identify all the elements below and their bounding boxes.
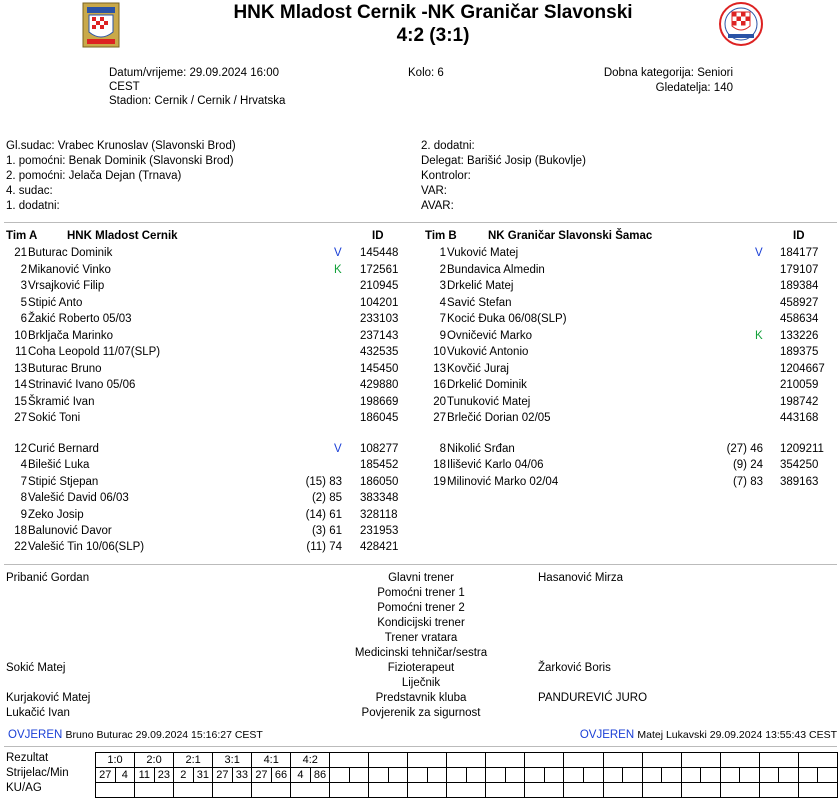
scorer-number-cell — [525, 768, 545, 783]
player-id: 185452 — [360, 459, 399, 472]
player-number: 4 — [439, 296, 446, 309]
verified-left — [8, 729, 263, 741]
score-cell: 2:1 — [174, 753, 213, 768]
captain-mark: K — [334, 263, 342, 276]
player-id: 210059 — [780, 379, 819, 391]
player-number: 9 — [439, 329, 446, 342]
goal-minute-cell — [466, 768, 486, 783]
staff-role: Predstavnik kluba — [375, 692, 467, 704]
goal-minute-cell: 23 — [154, 768, 174, 783]
home-club-logo — [82, 2, 120, 48]
staff-team-a: Lukačić Ivan — [6, 707, 70, 719]
ku-ag-cell — [369, 783, 408, 798]
player-id: 108277 — [360, 443, 399, 455]
player-name: Balunović Davor — [28, 525, 112, 537]
captain-mark: K — [755, 329, 763, 342]
match-stadium: Stadion: Cernik / Cernik / Hrvatska — [109, 95, 286, 107]
age-category: Dobna kategorija: Seniori — [603, 67, 733, 79]
player-number: 10 — [433, 346, 446, 358]
player-id: 1204667 — [780, 362, 825, 375]
official-line: Delegat: Barišić Josip (Bukovlje) — [421, 155, 586, 167]
divider — [4, 564, 837, 565]
player-id: 432535 — [360, 346, 399, 358]
ku-ag-cell — [720, 783, 759, 798]
player-number: 7 — [439, 313, 446, 325]
team-a-name: HNK Mladost Cernik — [67, 230, 178, 242]
player-id: 237143 — [360, 329, 399, 342]
staff-role: Pomoćni trener 1 — [377, 587, 465, 599]
ku-ag-cell — [330, 783, 369, 798]
player-number: 10 — [14, 329, 27, 342]
verified-right — [580, 729, 837, 741]
ku-ag-cell — [408, 783, 447, 798]
ku-ag-label: KU/AG — [6, 782, 42, 794]
player-name: Buturac Bruno — [28, 362, 102, 375]
ku-ag-cell — [252, 783, 291, 798]
goal-minute-cell: 33 — [232, 768, 252, 783]
player-number: 7 — [20, 475, 27, 488]
player-name: Vuković Antonio — [447, 346, 529, 358]
staff-role: Pomoćni trener 2 — [377, 602, 465, 614]
score-cell: 2:0 — [135, 753, 174, 768]
staff-role: Liječnik — [401, 677, 441, 689]
score-cell: 4:1 — [252, 753, 291, 768]
player-number: 22 — [14, 541, 27, 554]
player-id: 231953 — [360, 525, 399, 537]
scorer-number-cell — [369, 768, 389, 783]
player-name: Drkelić Matej — [447, 280, 514, 292]
player-number: 13 — [14, 362, 27, 375]
goalkeeper-mark: V — [334, 443, 342, 455]
score-cell — [759, 753, 798, 768]
team-b-name: NK Graničar Slavonski Šamac — [488, 230, 653, 242]
player-name: Ilišević Karlo 04/06 — [447, 459, 544, 472]
scorer-number-cell — [486, 768, 506, 783]
score-cell — [408, 753, 447, 768]
official-line: VAR: — [421, 185, 447, 197]
player-id: 179107 — [780, 263, 819, 276]
player-number: 5 — [20, 296, 27, 309]
player-name: Nikolić Srđan — [447, 443, 515, 455]
official-line: 4. sudac: — [6, 185, 53, 197]
player-number: 4 — [20, 459, 27, 472]
player-id: 145448 — [360, 247, 399, 259]
ku-ag-cell — [564, 783, 603, 798]
player-number: 18 — [433, 459, 446, 472]
player-number: 13 — [433, 362, 446, 375]
scorer-number-cell: 2 — [174, 768, 194, 783]
player-id: 354250 — [780, 459, 819, 472]
staff-role: Medicinski tehničar/sestra — [354, 647, 488, 659]
scorer-number-cell — [720, 768, 740, 783]
player-name: Vuković Matej — [447, 247, 519, 259]
player-number: 2 — [20, 263, 27, 276]
scorer-number-cell — [564, 768, 584, 783]
match-score: 4:2 (3:1) — [396, 25, 470, 46]
scorer-number-cell — [642, 768, 662, 783]
scorer-number-cell: 4 — [291, 768, 311, 783]
player-number: 3 — [439, 280, 446, 292]
player-number: 11 — [15, 346, 27, 358]
score-cell — [330, 753, 369, 768]
staff-team-b: Hasanović Mirza — [538, 572, 623, 584]
player-id: 184177 — [780, 247, 819, 259]
goal-minute-cell: 31 — [193, 768, 213, 783]
player-number: 15 — [14, 395, 27, 408]
player-id: 189375 — [780, 346, 819, 358]
goal-minute-cell — [662, 768, 682, 783]
player-name: Mikanović Vinko — [28, 263, 111, 276]
substitution-info: (3) 61 — [311, 525, 342, 537]
player-name: Vrsajković Filip — [28, 280, 105, 292]
team-b-label: Tim B — [425, 230, 457, 242]
scorer-number-cell — [603, 768, 623, 783]
scorer-number-cell — [681, 768, 701, 783]
score-cell — [642, 753, 681, 768]
goal-minute-cell — [818, 768, 838, 783]
player-name: Tunuković Matej — [447, 395, 531, 408]
scorer-number-cell: 11 — [135, 768, 155, 783]
verified-left-text: Bruno Buturac 29.09.2024 15:16:27 CEST — [65, 729, 263, 741]
official-line: Gl.sudac: Vrabec Krunoslav (Slavonski Brod) — [6, 140, 236, 152]
official-line: 2. dodatni: — [421, 140, 475, 152]
ku-ag-cell — [447, 783, 486, 798]
away-club-logo — [718, 2, 764, 46]
ku-ag-cell — [759, 783, 798, 798]
player-name: Milinović Marko 02/04 — [447, 475, 559, 488]
player-name: Brkljača Marinko — [28, 329, 113, 342]
ku-ag-cell — [174, 783, 213, 798]
player-id: 186050 — [360, 475, 399, 488]
player-name: Škramić Ivan — [28, 395, 95, 408]
player-number: 8 — [439, 443, 446, 455]
player-id: 443168 — [780, 412, 819, 424]
goal-minute-cell — [388, 768, 408, 783]
player-number: 20 — [433, 395, 446, 408]
match-round: Kolo: 6 — [408, 67, 444, 79]
player-number: 9 — [20, 508, 27, 521]
player-number: 21 — [14, 247, 27, 259]
goal-minute-cell — [623, 768, 643, 783]
spectators: Gledatelja: 140 — [655, 82, 733, 94]
score-cell — [603, 753, 642, 768]
player-id: 428421 — [360, 541, 399, 554]
player-name: Bilešić Luka — [28, 459, 90, 472]
ku-ag-cell — [486, 783, 525, 798]
player-id: 133226 — [780, 329, 819, 342]
divider — [4, 746, 837, 747]
player-name: Žakić Roberto 05/03 — [28, 313, 132, 325]
player-id: 198742 — [780, 395, 819, 408]
player-name: Bundavica Almedin — [447, 263, 545, 276]
player-number: 6 — [20, 313, 27, 325]
official-line: Kontrolor: — [421, 170, 471, 182]
player-id: 189384 — [780, 280, 819, 292]
player-name: Kovčić Juraj — [447, 362, 509, 375]
score-cell — [798, 753, 837, 768]
player-id: 210945 — [360, 280, 399, 292]
team-a-label: Tim A — [6, 230, 38, 242]
goal-minute-cell — [740, 768, 760, 783]
player-name: Strinavić Ivano 05/06 — [28, 379, 136, 391]
player-number: 12 — [14, 443, 27, 455]
player-id: 458927 — [780, 296, 819, 309]
score-cell: 3:1 — [213, 753, 252, 768]
substitution-info: (14) 61 — [305, 508, 342, 521]
player-id: 458634 — [780, 313, 819, 325]
player-id: 104201 — [360, 296, 399, 309]
goal-minute-cell: 4 — [115, 768, 135, 783]
ku-ag-cell — [642, 783, 681, 798]
goalkeeper-mark: V — [334, 247, 342, 259]
ku-ag-cell — [798, 783, 837, 798]
scorer-number-cell — [798, 768, 818, 783]
player-number: 16 — [433, 379, 446, 391]
staff-team-a: Kurjaković Matej — [6, 692, 91, 704]
player-number: 3 — [20, 280, 27, 292]
player-name: Sokić Toni — [28, 412, 81, 424]
ku-ag-cell — [213, 783, 252, 798]
score-cell — [447, 753, 486, 768]
substitution-info: (15) 83 — [305, 475, 342, 488]
staff-role: Trener vratara — [384, 632, 458, 644]
scorer-number-cell: 27 — [213, 768, 233, 783]
player-number: 14 — [14, 379, 27, 391]
goal-minute-cell — [427, 768, 447, 783]
goal-minute-cell — [779, 768, 799, 783]
staff-team-a: Pribanić Gordan — [6, 572, 90, 584]
player-name: Valešić David 06/03 — [28, 492, 129, 505]
staff-role: Povjerenik za sigurnost — [361, 707, 481, 719]
player-name: Brlečić Dorian 02/05 — [447, 412, 551, 424]
goal-minute-cell: 66 — [271, 768, 291, 783]
score-cell — [486, 753, 525, 768]
official-line: 1. pomoćni: Benak Dominik (Slavonski Brod) — [6, 155, 234, 167]
player-name: Stipić Stjepan — [28, 475, 99, 488]
divider — [4, 222, 837, 223]
team-b-id-header: ID — [793, 230, 805, 242]
scorer-number-cell — [408, 768, 428, 783]
scorer-number-cell — [447, 768, 467, 783]
verified-left-tag: OVJEREN — [8, 729, 63, 741]
scorer-label: Strijelac/Min — [6, 767, 69, 779]
player-number: 2 — [439, 263, 446, 276]
verified-right-text: Matej Lukavski 29.09.2024 13:55:43 CEST — [637, 729, 837, 741]
player-name: Valešić Tin 10/06(SLP) — [28, 541, 145, 554]
verified-right-tag: OVJEREN — [579, 729, 635, 741]
goal-minute-cell — [701, 768, 721, 783]
score-cell — [564, 753, 603, 768]
player-name: Curić Bernard — [28, 443, 99, 455]
player-name: Coha Leopold 11/07(SLP) — [28, 346, 161, 358]
player-name: Kocić Đuka 06/08(SLP) — [447, 313, 567, 325]
staff-role: Glavni trener — [388, 572, 454, 584]
player-id: 1209211 — [780, 443, 824, 455]
ku-ag-cell — [96, 783, 135, 798]
scorer-number-cell: 27 — [252, 768, 272, 783]
staff-role: Fizioterapeut — [387, 662, 455, 674]
player-number: 27 — [14, 412, 27, 424]
player-id: 429880 — [360, 379, 399, 391]
player-number: 8 — [20, 492, 27, 505]
player-number: 19 — [433, 475, 446, 488]
scorer-number-cell — [759, 768, 779, 783]
player-name: Buturac Dominik — [28, 247, 113, 259]
player-id: 383348 — [360, 492, 399, 505]
substitution-info: (2) 85 — [311, 492, 342, 505]
player-id: 145450 — [360, 362, 399, 375]
score-cell — [525, 753, 564, 768]
player-id: 172561 — [360, 263, 399, 276]
substitution-info: (9) 24 — [732, 459, 763, 472]
substitution-info: (7) 83 — [732, 475, 763, 488]
ku-ag-cell — [525, 783, 564, 798]
staff-team-b: PANDUREVIĆ JURO — [538, 692, 648, 704]
substitution-info: (27) 46 — [726, 443, 763, 455]
score-cell: 4:2 — [291, 753, 330, 768]
official-line: 2. pomoćni: Jelača Dejan (Trnava) — [6, 170, 182, 182]
match-title: HNK Mladost Cernik -NK Graničar Slavonski — [233, 2, 633, 23]
player-id: 198669 — [360, 395, 399, 408]
goal-minute-cell — [349, 768, 369, 783]
result-label: Rezultat — [6, 752, 49, 764]
player-id: 233103 — [360, 313, 399, 325]
substitution-info: (11) 74 — [306, 541, 342, 554]
player-name: Zeko Josip — [28, 508, 84, 521]
scorer-number-cell — [330, 768, 350, 783]
score-cell — [681, 753, 720, 768]
match-datetime: Datum/vrijeme: 29.09.2024 16:00 — [109, 67, 280, 79]
score-cell — [369, 753, 408, 768]
ku-ag-cell — [603, 783, 642, 798]
result-table — [95, 752, 838, 798]
player-id: 186045 — [360, 412, 399, 424]
goalkeeper-mark: V — [755, 247, 763, 259]
official-line: 1. dodatni: — [6, 200, 60, 212]
score-cell — [720, 753, 759, 768]
player-number: 27 — [433, 412, 446, 424]
official-line: AVAR: — [421, 200, 454, 212]
player-name: Stipić Anto — [28, 296, 83, 309]
scorer-number-cell: 27 — [96, 768, 116, 783]
goal-minute-cell: 86 — [310, 768, 330, 783]
staff-team-a: Sokić Matej — [6, 662, 66, 674]
goal-minute-cell — [583, 768, 603, 783]
match-timezone: CEST — [109, 81, 140, 93]
goal-minute-cell — [544, 768, 564, 783]
ku-ag-cell — [135, 783, 174, 798]
ku-ag-cell — [681, 783, 720, 798]
ku-ag-cell — [291, 783, 330, 798]
score-cell: 1:0 — [96, 753, 135, 768]
staff-team-b: Žarković Boris — [538, 662, 611, 674]
player-name: Savić Stefan — [447, 296, 512, 309]
team-a-id-header: ID — [372, 230, 384, 242]
player-name: Ovničević Marko — [447, 329, 532, 342]
goal-minute-cell — [505, 768, 525, 783]
player-id: 328118 — [360, 508, 398, 521]
player-number: 18 — [14, 525, 27, 537]
player-name: Drkelić Dominik — [447, 379, 527, 391]
player-id: 389163 — [780, 475, 819, 488]
staff-role: Kondicijski trener — [377, 617, 465, 629]
player-number: 1 — [439, 247, 446, 259]
